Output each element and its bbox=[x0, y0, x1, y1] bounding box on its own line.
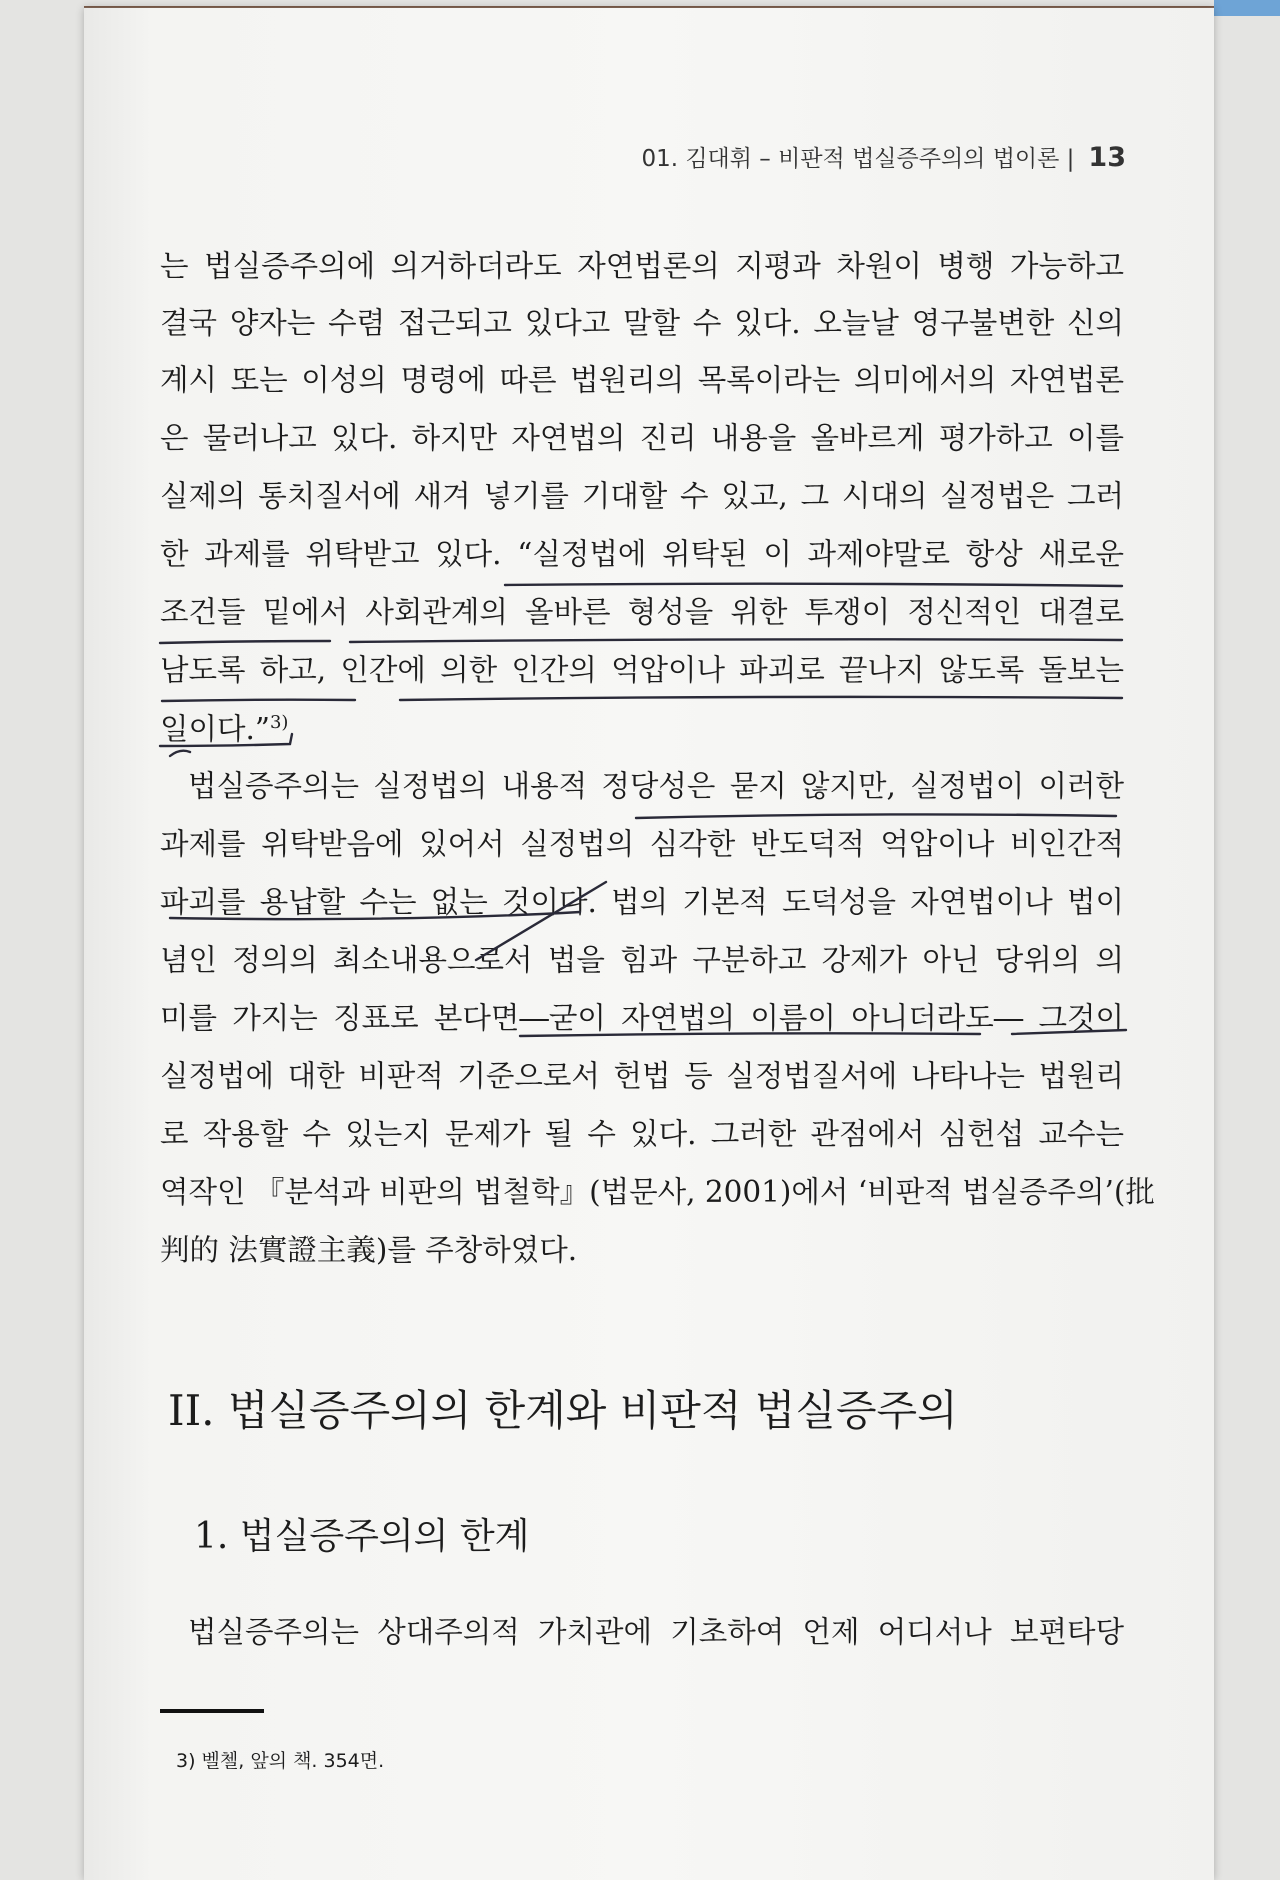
body-line: 과제를 위탁받음에 있어서 실정법의 심각한 반도덕적 억압이나 비인간적 bbox=[160, 827, 1124, 861]
body-line: 미를 가지는 징표로 본다면―굳이 자연법의 이름이 아니더라도― 그것이 bbox=[160, 1001, 1124, 1035]
body-line: 는 법실증주의에 의거하더라도 자연법론의 지평과 차원이 병행 가능하고 bbox=[160, 249, 1124, 283]
subsection-heading: 1. 법실증주의의 한계 bbox=[194, 1516, 530, 1557]
page-number: 13 bbox=[1088, 142, 1126, 173]
body-line-last bbox=[160, 711, 1124, 746]
body-line: 判的 法實證主義)를 주창하였다. bbox=[160, 1233, 578, 1267]
running-title: 01. 김대휘 – 비판적 법실증주의의 법이론 | bbox=[641, 146, 1075, 172]
body-line-text: 일이다.” bbox=[160, 711, 270, 746]
running-header bbox=[560, 140, 1126, 173]
body-line: 실제의 통치질서에 새겨 넣기를 기대할 수 있고, 그 시대의 실정법은 그러 bbox=[160, 479, 1124, 513]
footnote: 3) 벨첼, 앞의 책. 354면. bbox=[176, 1750, 385, 1772]
body-line: 념인 정의의 최소내용으로서 법을 힘과 구분하고 강제가 아닌 당위의 의 bbox=[160, 943, 1124, 977]
body-line: 결국 양자는 수렴 접근되고 있다고 말할 수 있다. 오늘날 영구불변한 신의 bbox=[160, 306, 1124, 340]
body-line: 실정법에 대한 비판적 기준으로서 헌법 등 실정법질서에 나타나는 법원리 bbox=[160, 1059, 1124, 1093]
background-strip bbox=[1214, 0, 1280, 16]
body-line: 은 물러나고 있다. 하지만 자연법의 진리 내용을 올바르게 평가하고 이를 bbox=[160, 421, 1124, 455]
body-line: 남도록 하고, 인간에 의한 인간의 억압이나 파괴로 끝나지 않도록 돌보는 bbox=[160, 653, 1124, 687]
section-heading: II. 법실증주의의 한계와 비판적 법실증주의 bbox=[168, 1386, 958, 1435]
body-line: 한 과제를 위탁받고 있다. “실정법에 위탁된 이 과제야말로 항상 새로운 bbox=[160, 537, 1124, 571]
body-line: 로 작용할 수 있는지 문제가 될 수 있다. 그러한 관점에서 심헌섭 교수는 bbox=[160, 1117, 1124, 1151]
footnote-reference: 3) bbox=[269, 712, 289, 733]
footnote-rule bbox=[160, 1709, 264, 1713]
body-line: 조건들 밑에서 사회관계의 올바른 형성을 위한 투쟁이 정신적인 대결로 bbox=[160, 595, 1124, 629]
body-line: 법실증주의는 상대주의적 가치관에 기초하여 언제 어디서나 보편타당 bbox=[188, 1615, 1124, 1649]
body-line: 계시 또는 이성의 명령에 따른 법원리의 목록이라는 의미에서의 자연법론 bbox=[160, 363, 1124, 397]
body-line: 역작인 『분석과 비판의 법철학』(법문사, 2001)에서 ‘비판적 법실증주의’(批 bbox=[160, 1175, 1155, 1209]
body-line: 파괴를 용납할 수는 없는 것이다. 법의 기본적 도덕성을 자연법이나 법이 bbox=[160, 885, 1124, 919]
body-line: 법실증주의는 실정법의 내용적 정당성은 묻지 않지만, 실정법이 이러한 bbox=[188, 769, 1124, 803]
